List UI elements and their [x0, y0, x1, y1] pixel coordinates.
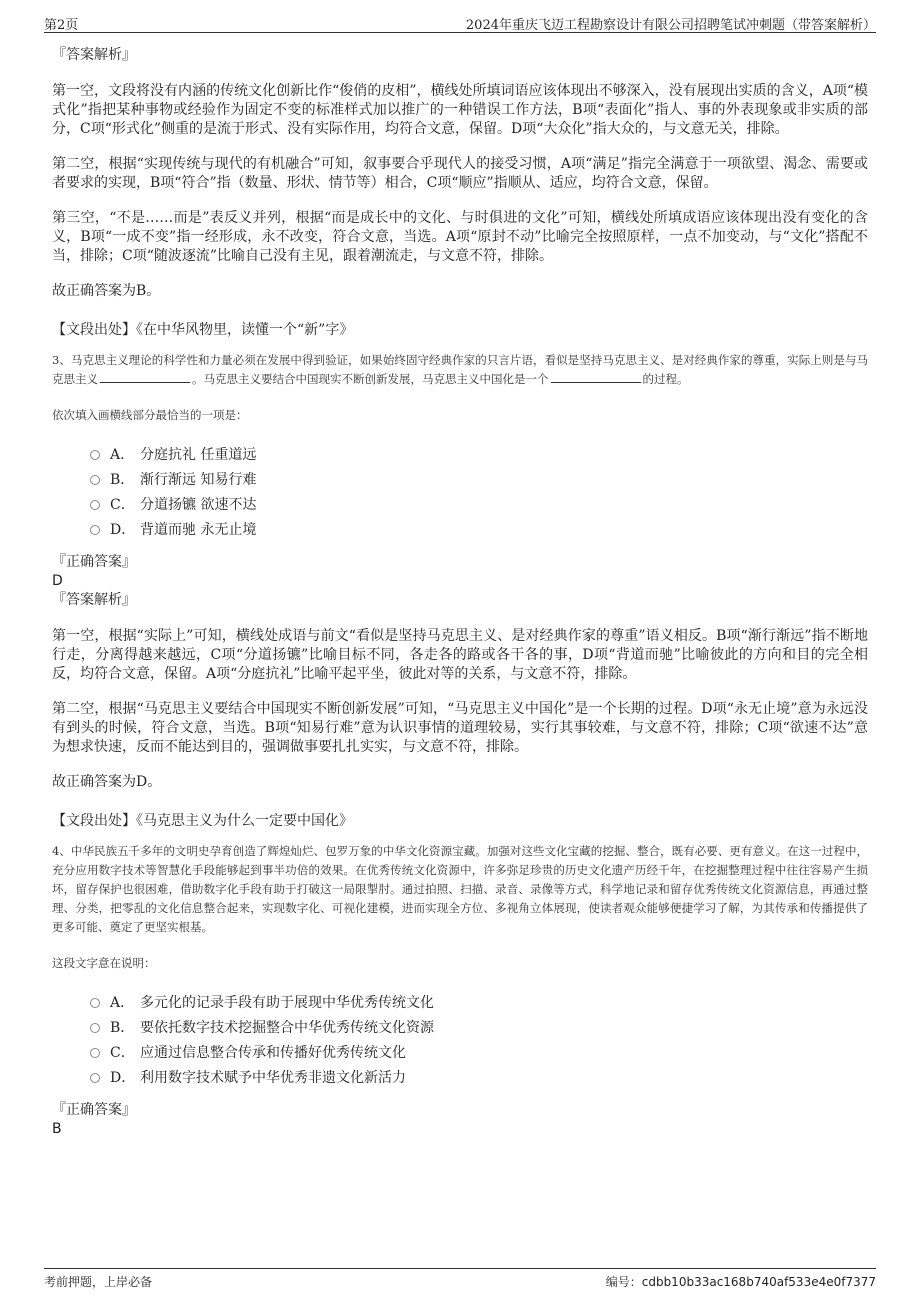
q3-answer-label: 『正确答案』 [52, 554, 136, 570]
q4-option-d[interactable]: D． 利用数字技术赋予中华优秀非遗文化新活力 [90, 1064, 868, 1089]
footer-slogan: 考前押题，上岸必备 [44, 1275, 153, 1289]
q4-stem: 4、中华民族五千多年的文明史孕育创造了辉煌灿烂、包罗万象的中华文化资源宝藏。加强对这些文化宝藏的挖掘、整合，既有必要、更有意义。在这一过程中，充分应用数字技术等智慧化手段能够起到事半功倍的效果。在优秀传统文化资源中，许多弥足珍贵的历史文化遗产历经千年，在挖掘整理过程中往往容易产生损坏，留存保护也很困难，借助数字化手段有助于打破这一局限掣肘。通过拍照、扫描、录音、录像等方式，科学地记录和留存优秀传统文化资源信息，再通过整理、分类，把零乱的文化信息整合起来，实现数字化、可视化建模，进而实现全方位、多视角立体展现，使读者观众能够便捷学习了解，为其传承和传播提供了更多可能、奠定了更坚实根基。 [52, 844, 868, 934]
radio-icon[interactable] [90, 1048, 100, 1058]
q2-analysis-para-2: 第二空，根据“实现传统与现代的有机融合”可知，叙事要合乎现代人的接受习惯，A项“满足”指完全满意于一项欲望、渴念、需要或者要求的实现，B项“符合”指（数量、形状、情节等）相合，C项“顺应”指顺从、适应，均符合文意，保留。 [52, 156, 868, 191]
q2-source: 【文段出处】《在中华风物里，读懂一个“新”字》 [52, 322, 354, 338]
radio-icon[interactable] [90, 998, 100, 1008]
document-id: 编号：cdbb10b33ac168b740af533e4e0f7377 [605, 1275, 876, 1289]
q3-option-a[interactable]: A． 分庭抗礼 任重道远 [90, 441, 868, 466]
page-header [44, 12, 876, 33]
q3-blank-2 [551, 370, 641, 383]
q3-analysis-para-2: 第二空，根据“马克思主义要结合中国现实不断创新发展”可知，“马克思主义中国化”是一个长期的过程。D项“永无止境”意为永远没有到头的时候，符合文意，当选。B项“知易行难”意为认识事情的道理较易，实行其事较难，与文意不符，排除；C项“欲速不达”意为想求快速，反而不能达到目的，强调做事要扎扎实实，与文意不符，排除。 [52, 701, 868, 755]
document-title: 2024年重庆飞迈工程勘察设计有限公司招聘笔试冲刺题（带答案解析） [465, 18, 876, 33]
q2-analysis-label: 『答案解析』 [52, 47, 136, 63]
q4-option-c[interactable]: C． 应通过信息整合传承和传播好优秀传统文化 [90, 1039, 868, 1064]
radio-icon[interactable] [90, 1023, 100, 1033]
q4-answer-label: 『正确答案』 [52, 1102, 136, 1118]
q4-answer: B [52, 1121, 62, 1137]
radio-icon[interactable] [90, 1073, 100, 1083]
page-footer [44, 1268, 876, 1289]
q4-option-a[interactable]: A． 多元化的记录手段有助于展现中华优秀传统文化 [90, 989, 868, 1014]
radio-icon[interactable] [90, 525, 100, 535]
q4-option-b[interactable]: B． 要依托数字技术挖掘整合中华优秀传统文化资源 [90, 1014, 868, 1039]
q2-analysis-para-1: 第一空，文段将没有内涵的传统文化创新比作“俊俏的皮相”，横线处所填词语应该体现出不够深入，没有展现出实质的含义，A项“模式化”指把某种事物或经验作为固定不变的标准样式加以推广的一种错误工作方法，B项“表面化”指人、事的外表现象或非实质的部分，C项“形式化”侧重的是流于形式、没有实际作用，均符合文意，保留。D项“大众化”指大众的，与文意无关，排除。 [52, 83, 868, 137]
q3-prompt: 依次填入画横线部分最恰当的一项是： [52, 408, 248, 422]
q3-analysis-para-1: 第一空，根据“实际上”可知，横线处成语与前文“看似是坚持马克思主义、是对经典作家的尊重”语义相反。B项“渐行渐远”指不断地行走，分离得越来越远，C项“分道扬镳”比喻目标不同，各走各的路或各干各的事，D项“背道而驰”比喻彼此的方向和目的完全相反，均符合文意，保留。A项“分庭抗礼”比喻平起平坐，彼此对等的关系，与文意不符，排除。 [52, 628, 868, 682]
radio-icon[interactable] [90, 450, 100, 460]
q2-analysis-para-3: 第三空，“不是……而是”表反义并列，根据“而是成长中的文化、与时俱进的文化”可知，横线处所填成语应该体现出没有变化的含义，B项“一成不变”指一经形成，永不改变，符合文意，当选。A项“原封不动”比喻完全按照原样，一点不加变动，与“文化”搭配不当，排除；C项“随波逐流”比喻自己没有主见，跟着潮流走，与文意不符，排除。 [52, 210, 868, 264]
q3-source: 【文段出处】《马克思主义为什么一定要中国化》 [52, 813, 353, 829]
q2-conclusion: 故正确答案为B。 [52, 283, 161, 299]
q3-answer: D [52, 573, 63, 589]
q4-options [90, 989, 868, 1089]
q3-option-c[interactable]: C． 分道扬镳 欲速不达 [90, 491, 868, 516]
q3-analysis-label: 『答案解析』 [52, 592, 136, 608]
q3-options [90, 441, 868, 541]
q3-option-d[interactable]: D． 背道而驰 永无止境 [90, 516, 868, 541]
q3-blank-1 [100, 370, 190, 383]
page-number: 第2页 [44, 18, 79, 33]
q3-option-b[interactable]: B． 渐行渐远 知易行难 [90, 466, 868, 491]
radio-icon[interactable] [90, 500, 100, 510]
page-content [52, 38, 868, 1143]
q4-prompt: 这段文字意在说明： [52, 956, 156, 970]
radio-icon[interactable] [90, 475, 100, 485]
q3-stem: 3、马克思主义理论的科学性和力量必须在发展中得到验证，如果始终固守经典作家的只言片语，看似是坚持马克思主义、是对经典作家的尊重，实际上则是与马克思主义 。马克思主义要结合中国现实不断创新发展，马克思主义中国化是一个 的过程。 [52, 353, 868, 386]
q3-conclusion: 故正确答案为D。 [52, 774, 162, 790]
